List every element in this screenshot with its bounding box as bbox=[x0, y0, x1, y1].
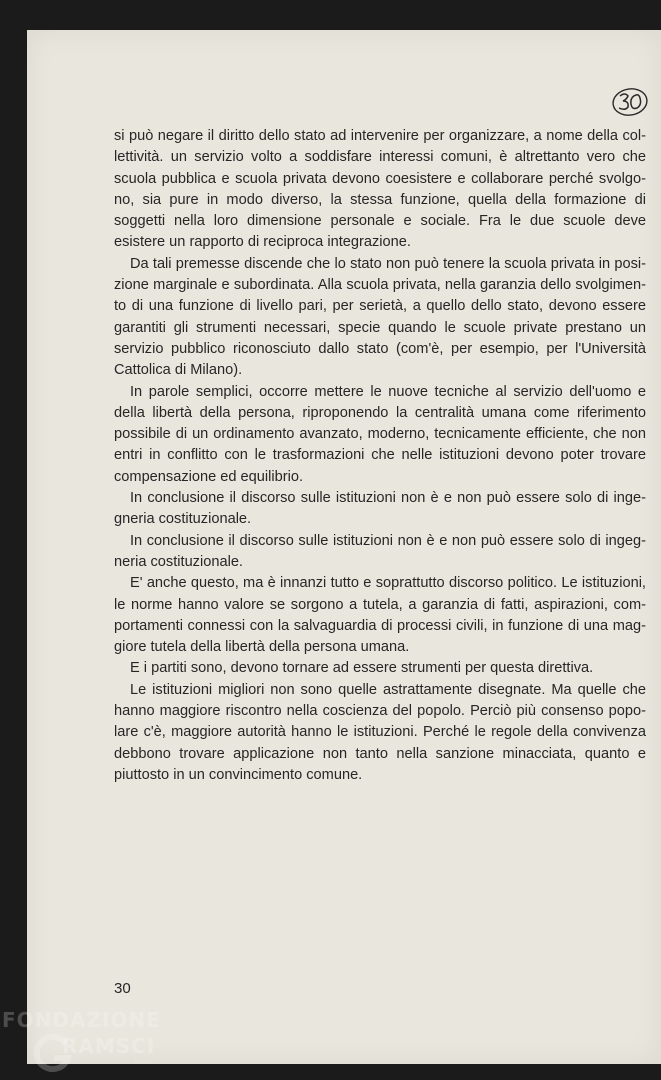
page-number: 30 bbox=[114, 980, 131, 997]
body-text bbox=[114, 126, 646, 786]
paragraph: si può negare il diritto dello stato ad intervenire per organizzare, a nome della collettività. un servizio volto a soddisfare interessi comuni, è altrettanto vero che scuola pubblica e scuola privata devono coesistere e collaborare perché svolgono, sia pure in modo diverso, la stessa funzione, quella della formazione di soggetti nella loro dimensione personale e sociale. Fra le due scuole deve esistere un rapporto di reciproca integrazione. bbox=[114, 128, 646, 251]
circled-number-icon bbox=[610, 85, 650, 119]
paragraph: In conclusione il discorso sulle istituzioni non è e non può essere solo di ingegneria costituzionale. bbox=[114, 490, 646, 528]
watermark-line-1: FONDAZIONE bbox=[2, 1008, 161, 1032]
paragraph: Le istituzioni migliori non sono quelle astrattamente disegnate. Ma quelle che hanno maggiore riscontro nella coscienza del popolo. Perciò più consenso popolare c'è, maggiore autorità hanno le istituzioni. Perché le regole della convivenza debbono trovare applicazione non tanto nella sanzione minacciata, quanto e piuttosto in un convincimento comune. bbox=[114, 681, 646, 783]
handwritten-page-number-mark bbox=[610, 85, 650, 119]
foundation-watermark bbox=[2, 1004, 172, 1078]
paragraph: In conclusione il discorso sulle istituzioni non è e non può essere solo di ingegneria costituzionale. bbox=[114, 532, 646, 570]
paragraph: E i partiti sono, devono tornare ad essere strumenti per questa direttiva. bbox=[130, 660, 594, 677]
watermark-subtext: onlus bbox=[134, 1058, 153, 1066]
paragraph: E' anche questo, ma è innanzi tutto e soprattutto discorso politico. Le istituzioni, le norme hanno valore se sorgono a tutela, a garanzia di fatti, aspirazioni, comportamenti connessi con la salvaguardia di processi civili, in funzione di una maggiore tutela della libertà della persona umana. bbox=[114, 575, 646, 656]
watermark-line-2: RAMSCI bbox=[62, 1034, 156, 1058]
paragraph: In parole semplici, occorre mettere le nuove tecniche al servizio dell'uomo e della libertà della persona, riproponendo la centralità umana come riferimento possibile di un ordinamento avanzato, moderno, tecnicamente efficiente, che non entri in conflitto con le trasformazioni che nelle istituzioni devono poter trovare compensazione ed equilibrio. bbox=[114, 383, 646, 485]
paragraph: Da tali premesse discende che lo stato non può tenere la scuola privata in posizione marginale e subordinata. Alla scuola privata, nella garanzia dello svolgimento di una funzione di livello pari, per serietà, a quello dello stato, devono essere garantiti gli strumenti necessari, specie quando le scuole private prestano un servizio pubblico riconosciuto dallo stato (com'è, per esempio, per l'Università Cattolica di Milano). bbox=[114, 255, 646, 379]
